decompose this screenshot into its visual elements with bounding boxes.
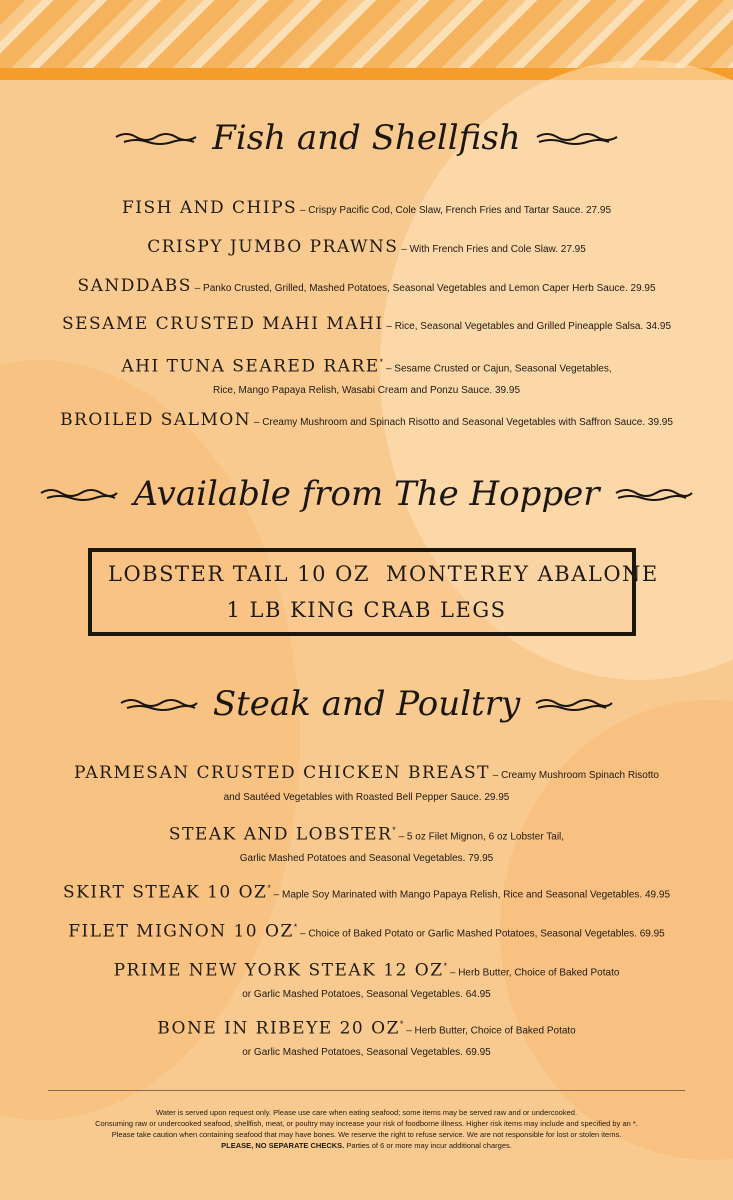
menu-item [0,956,733,1005]
squiggle-ornament-right [535,129,619,147]
footer-divider [48,1090,685,1091]
item-name: FISH AND CHIPS [121,198,298,218]
menu-item [0,314,733,337]
footer-note [0,1140,733,1151]
item-description: – Herb Butter, Choice of Baked Potato [447,967,620,979]
item-name: AHI TUNA SEARED RARE [121,356,380,377]
item-name: BROILED SALMON [60,410,252,430]
section-heading-fish [0,118,733,158]
squiggle-ornament-left [39,485,119,503]
item-description: – With French Fries and Cole Slaw. 27.95 [398,244,586,255]
menu-item [0,276,733,299]
hopper-item: LOBSTER TAIL 10 OZ [108,562,370,586]
item-description: – Creamy Mushroom Spinach Risotto [489,770,659,781]
footer-note-bold: PLEASE, NO SEPARATE CHECKS. [221,1141,345,1150]
item-description-continued: Rice, Mango Papaya Relish, Wasabi Cream and Ponzu Sauce. 39.95 [212,385,521,397]
item-star: * [392,825,396,835]
item-description: – Herb Butter, Choice of Baked Potato [403,1025,576,1037]
menu-item [0,763,733,808]
menu-item [0,917,733,944]
squiggle-ornament-left [114,129,198,147]
item-star: * [379,357,384,367]
menu-item [0,1014,733,1063]
section-title: Available from The Hopper [133,474,600,514]
footer-note: Please take caution when containing seafood that may have bones. We reserve the right to refuse service. We are not responsible for lost or stolen items. [111,1130,622,1139]
item-description: – Choice of Baked Potato or Garlic Mashed Potatoes, Seasonal Vegetables. 69.95 [297,928,665,940]
item-name: FILET MIGNON 10 OZ [68,921,294,942]
hopper-item: MONTEREY ABALONE [386,562,659,586]
section-title: Fish and Shellfish [212,118,521,158]
squiggle-ornament-right [614,485,694,503]
squiggle-ornament-left [119,695,199,713]
item-name: PARMESAN CRUSTED CHICKEN BREAST [74,763,490,783]
item-star: * [293,922,298,932]
section-title: Steak and Poultry [212,684,521,724]
item-name: SESAME CRUSTED MAHI MAHI [61,314,384,334]
footer-note-rest: Parties of 6 or more may incur additional charges. [344,1141,512,1150]
item-description-continued: Garlic Mashed Potatoes and Seasonal Vegetables. 79.95 [239,853,494,865]
hopper-item: 1 LB KING CRAB LEGS [226,598,507,622]
section-heading-hopper [0,474,733,514]
item-star: * [267,883,271,893]
item-name: CRISPY JUMBO PRAWNS [147,237,399,257]
menu-item [0,198,733,221]
item-name: STEAK AND LOBSTER [168,824,393,845]
squiggle-ornament-right [534,695,614,713]
item-description-continued: and Sautéed Vegetables with Roasted Bell Pepper Sauce. 29.95 [223,792,510,803]
menu-item [0,878,733,905]
footer-note: Consuming raw or undercooked seafood, shellfish, meat, or poultry may increase your risk of foodborne illness. Higher risk items may include and specified by an *. [95,1119,638,1128]
footer-note: Water is served upon request only. Please use care when eating seafood; some items may be served raw and or undercooked. [155,1108,578,1117]
item-name: PRIME NEW YORK STEAK 12 OZ [113,960,444,981]
item-description-continued: or Garlic Mashed Potatoes, Seasonal Vegetables. 69.95 [242,1047,491,1059]
item-star: * [443,961,448,971]
item-name: SANDDABS [77,276,192,296]
item-star: * [399,1019,404,1029]
section-heading-steak [0,684,733,724]
menu-item [0,237,733,260]
item-description-continued: or Garlic Mashed Potatoes, Seasonal Vegetables. 64.95 [242,989,491,1001]
menu-item [0,820,733,869]
item-name: BONE IN RIBEYE 20 OZ [157,1018,400,1039]
item-description: – 5 oz Filet Mignon, 6 oz Lobster Tail, [395,831,565,843]
item-description: – Maple Soy Marinated with Mango Papaya Relish, Rice and Seasonal Vegetables. 49.95 [270,889,671,901]
item-description: – Creamy Mushroom and Spinach Risotto and Seasonal Vegetables with Saffron Sauce. 39.95 [251,417,673,428]
item-description: – Rice, Seasonal Vegetables and Grilled Pineapple Salsa. 34.95 [383,321,672,332]
menu-item [0,410,733,433]
item-name: SKIRT STEAK 10 OZ [62,882,268,903]
item-description: – Crispy Pacific Cod, Cole Slaw, French Fries and Tartar Sauce. 27.95 [297,205,612,216]
item-description: – Sesame Crusted or Cajun, Seasonal Vegetables, [383,363,612,375]
decorative-banner [0,0,733,70]
item-description: – Panko Crusted, Grilled, Mashed Potatoes, Seasonal Vegetables and Lemon Caper Herb Sauce. 29.95 [191,283,656,294]
menu-item [0,352,733,401]
